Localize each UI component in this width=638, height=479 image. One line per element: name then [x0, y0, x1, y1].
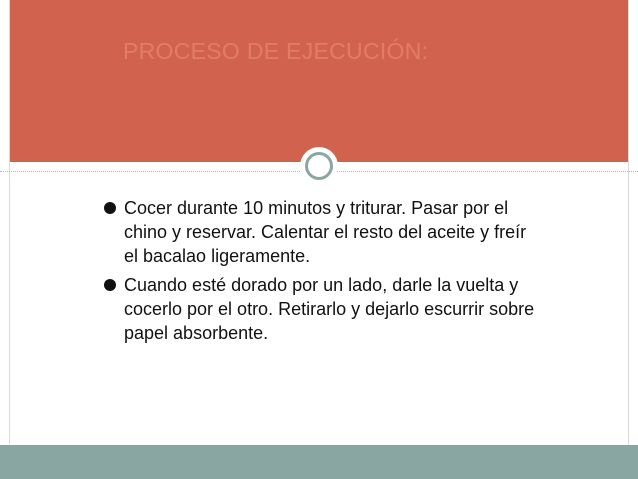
bullet-text: Cocer durante 10 minutos y triturar. Pasar por el chino y reservar. Calentar el resto del aceite y freír el bacalao ligeramente. [124, 198, 527, 266]
bullet-dot-icon [104, 202, 116, 214]
bullet-dot-icon [104, 279, 116, 291]
circle-ring [305, 152, 333, 180]
bullet-text: Cuando esté dorado por un lado, darle la vuelta y cocerlo por el otro. Retirarlo y dejarlo escurrir sobre papel absorbente. [124, 275, 535, 343]
bullet-item [104, 196, 544, 268]
bullet-item [104, 273, 544, 345]
slide-title: PROCESO DE EJECUCIÓN: [123, 38, 429, 64]
bullet-list [104, 196, 544, 350]
circle-ornament-icon [300, 147, 338, 185]
header-band [10, 0, 628, 162]
footer-band [0, 445, 638, 479]
